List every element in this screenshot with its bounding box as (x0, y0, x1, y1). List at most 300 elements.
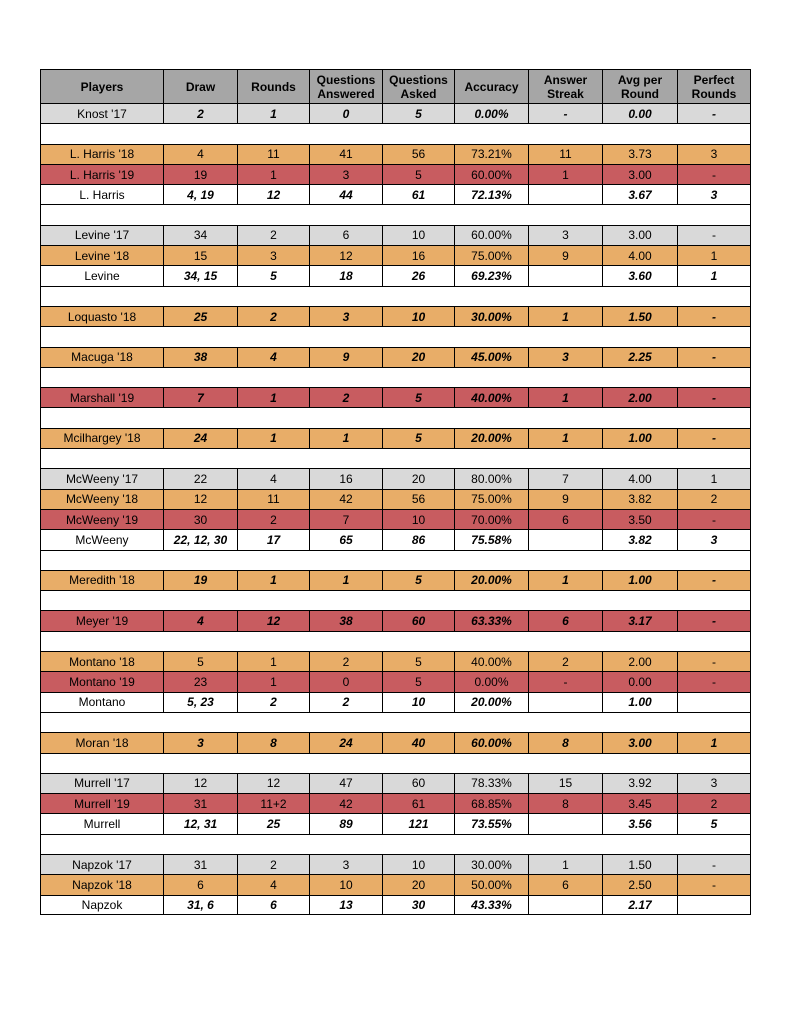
player-cell: L. Harris (40, 184, 163, 204)
stat-cell (677, 448, 751, 468)
player-cell (40, 123, 163, 143)
stat-cell: 2 (237, 509, 309, 529)
stat-cell: 2 (309, 387, 382, 407)
stat-cell: 7 (528, 468, 602, 488)
stat-cell: 11 (528, 144, 602, 164)
stat-cell (309, 590, 382, 610)
stat-cell (677, 286, 751, 306)
stat-cell: 5 (382, 651, 454, 671)
stat-cell: 41 (309, 144, 382, 164)
stat-cell: 1.50 (602, 854, 677, 874)
stat-cell (677, 367, 751, 387)
stat-cell: 60.00% (454, 225, 528, 245)
stat-cell: 86 (382, 529, 454, 549)
spacer-row (40, 367, 751, 387)
stat-cell: 3.82 (602, 489, 677, 509)
stat-cell: 0 (309, 671, 382, 691)
stat-cell: 1.00 (602, 428, 677, 448)
stat-cell: 2 (528, 651, 602, 671)
stat-cell: 4 (237, 468, 309, 488)
stat-cell (677, 590, 751, 610)
stat-cell (677, 753, 751, 773)
stat-cell: 5 (677, 813, 751, 833)
stat-cell: 1.00 (602, 570, 677, 590)
stat-cell (163, 753, 237, 773)
player-cell: Meyer '19 (40, 610, 163, 630)
stat-cell (163, 448, 237, 468)
stat-cell: 5 (382, 387, 454, 407)
stat-cell: 1 (237, 387, 309, 407)
stat-cell: 1 (677, 265, 751, 285)
stat-cell: 3 (677, 184, 751, 204)
stat-cell: 40.00% (454, 651, 528, 671)
stat-cell: 11+2 (237, 793, 309, 813)
stat-cell (602, 204, 677, 224)
table-row (40, 225, 751, 245)
spacer-row (40, 123, 751, 143)
player-cell: Murrell (40, 813, 163, 833)
stat-cell: 3.17 (602, 610, 677, 630)
stat-cell: 47 (309, 773, 382, 793)
table-row (40, 895, 751, 915)
stat-cell: 5 (382, 103, 454, 123)
stat-cell: 44 (309, 184, 382, 204)
stat-cell: 43.33% (454, 895, 528, 915)
stat-cell (237, 550, 309, 570)
stat-cell: 2 (677, 489, 751, 509)
stat-cell (237, 286, 309, 306)
player-cell: Napzok '17 (40, 854, 163, 874)
stat-cell: 38 (309, 610, 382, 630)
stat-cell: 6 (528, 874, 602, 894)
spacer-row (40, 286, 751, 306)
stat-cell (309, 753, 382, 773)
stat-cell: 0.00% (454, 103, 528, 123)
stat-cell: 1 (237, 671, 309, 691)
player-cell: Moran '18 (40, 732, 163, 752)
stat-cell: 7 (309, 509, 382, 529)
table-row (40, 570, 751, 590)
stat-cell (454, 550, 528, 570)
stat-cell (237, 407, 309, 427)
player-cell: Mcilhargey '18 (40, 428, 163, 448)
stat-cell (454, 367, 528, 387)
table-row (40, 245, 751, 265)
stat-cell (454, 286, 528, 306)
stat-cell: 1 (528, 387, 602, 407)
stat-cell (309, 286, 382, 306)
table-row (40, 265, 751, 285)
table-row (40, 306, 751, 326)
stat-cell: 60 (382, 773, 454, 793)
table-row (40, 813, 751, 833)
stat-cell: 38 (163, 347, 237, 367)
stat-cell: 69.23% (454, 265, 528, 285)
player-cell: McWeeny '18 (40, 489, 163, 509)
stat-cell: 20.00% (454, 570, 528, 590)
player-cell (40, 286, 163, 306)
table-row (40, 509, 751, 529)
stat-cell: 2 (163, 103, 237, 123)
stat-cell: 3.50 (602, 509, 677, 529)
stat-cell (163, 286, 237, 306)
stat-cell (382, 590, 454, 610)
stat-cell (454, 326, 528, 346)
stat-cell (602, 326, 677, 346)
stat-cell: 7 (163, 387, 237, 407)
column-header: Answer Streak (528, 69, 602, 103)
player-cell: L. Harris '18 (40, 144, 163, 164)
stat-cell (677, 326, 751, 346)
stat-cell: 30 (382, 895, 454, 915)
column-header: Draw (163, 69, 237, 103)
stat-cell: 24 (163, 428, 237, 448)
player-cell: Napzok (40, 895, 163, 915)
stat-cell: 25 (163, 306, 237, 326)
table-row (40, 874, 751, 894)
stat-cell (382, 631, 454, 651)
stat-cell: 3.45 (602, 793, 677, 813)
stat-cell (454, 590, 528, 610)
player-cell (40, 631, 163, 651)
table-row (40, 387, 751, 407)
stat-cell: 24 (309, 732, 382, 752)
stat-cell: 5 (382, 164, 454, 184)
stat-cell: 19 (163, 164, 237, 184)
stat-cell: 40 (382, 732, 454, 752)
table-row (40, 428, 751, 448)
table-row (40, 692, 751, 712)
stat-cell (677, 204, 751, 224)
stat-cell: 4, 19 (163, 184, 237, 204)
stat-cell: 5 (382, 570, 454, 590)
stat-cell (528, 448, 602, 468)
stat-cell: 12 (237, 610, 309, 630)
stats-table (40, 69, 751, 915)
stat-cell: 22 (163, 468, 237, 488)
stat-cell: - (677, 103, 751, 123)
stat-cell (528, 753, 602, 773)
table-header-row (40, 69, 751, 103)
player-cell: Meredith '18 (40, 570, 163, 590)
stat-cell: 60.00% (454, 164, 528, 184)
stat-cell: 63.33% (454, 610, 528, 630)
stat-cell: 3.00 (602, 164, 677, 184)
stat-cell (677, 692, 751, 712)
stat-cell: 2.00 (602, 651, 677, 671)
stat-cell (309, 631, 382, 651)
spacer-row (40, 590, 751, 610)
stat-cell (454, 123, 528, 143)
stat-cell: - (528, 671, 602, 691)
stat-cell: 2 (677, 793, 751, 813)
stat-cell (454, 753, 528, 773)
stat-cell (454, 712, 528, 732)
stat-cell (528, 123, 602, 143)
spacer-row (40, 448, 751, 468)
stat-cell: 17 (237, 529, 309, 549)
column-header: Questions Answered (309, 69, 382, 103)
stat-cell: 10 (309, 874, 382, 894)
stat-cell: 9 (528, 489, 602, 509)
stat-cell (309, 712, 382, 732)
stat-cell: 1 (237, 103, 309, 123)
stat-cell: 3.67 (602, 184, 677, 204)
stat-cell (309, 326, 382, 346)
column-header: Avg per Round (602, 69, 677, 103)
stat-cell: 5, 23 (163, 692, 237, 712)
stat-cell: - (677, 671, 751, 691)
table-row (40, 347, 751, 367)
stat-cell: 78.33% (454, 773, 528, 793)
stat-cell: 2.50 (602, 874, 677, 894)
stat-cell: 12 (163, 489, 237, 509)
player-cell: Loquasto '18 (40, 306, 163, 326)
stat-cell (677, 123, 751, 143)
stat-cell: 50.00% (454, 874, 528, 894)
stat-cell: 65 (309, 529, 382, 549)
stat-cell: 42 (309, 489, 382, 509)
stat-cell: 8 (237, 732, 309, 752)
stat-cell (602, 123, 677, 143)
player-cell (40, 753, 163, 773)
stat-cell (677, 407, 751, 427)
stat-cell: 9 (309, 347, 382, 367)
stat-cell: 3 (309, 854, 382, 874)
stat-cell: - (677, 387, 751, 407)
stat-cell (237, 326, 309, 346)
column-header: Questions Asked (382, 69, 454, 103)
stat-cell: - (677, 347, 751, 367)
player-cell: Montano '18 (40, 651, 163, 671)
stat-cell (163, 123, 237, 143)
stat-cell (528, 834, 602, 854)
player-cell (40, 834, 163, 854)
player-cell: Marshall '19 (40, 387, 163, 407)
stat-cell: 30.00% (454, 306, 528, 326)
stat-cell: 11 (237, 144, 309, 164)
player-cell (40, 590, 163, 610)
player-cell: Levine (40, 265, 163, 285)
stat-cell: 68.85% (454, 793, 528, 813)
stat-cell: 72.13% (454, 184, 528, 204)
table-row (40, 103, 751, 123)
stat-cell (309, 123, 382, 143)
stat-cell: 1 (528, 164, 602, 184)
stat-cell: 31 (163, 854, 237, 874)
stat-cell: 6 (528, 610, 602, 630)
stat-cell (237, 590, 309, 610)
stat-cell: 20 (382, 347, 454, 367)
stat-cell (602, 448, 677, 468)
player-cell (40, 712, 163, 732)
stat-cell: 2 (237, 306, 309, 326)
table-row (40, 144, 751, 164)
stat-cell: - (677, 874, 751, 894)
stat-cell (382, 204, 454, 224)
player-cell (40, 407, 163, 427)
table-row (40, 184, 751, 204)
player-cell: Montano (40, 692, 163, 712)
stat-cell (602, 631, 677, 651)
stat-cell (528, 529, 602, 549)
stat-cell (309, 204, 382, 224)
stat-cell: 1 (237, 428, 309, 448)
stat-cell: 1 (237, 651, 309, 671)
stat-cell: 20.00% (454, 692, 528, 712)
stat-cell (382, 712, 454, 732)
stat-cell: 80.00% (454, 468, 528, 488)
stat-cell: - (677, 225, 751, 245)
stat-cell: 56 (382, 489, 454, 509)
stat-cell (454, 834, 528, 854)
stat-cell: 1 (677, 245, 751, 265)
stat-cell (602, 286, 677, 306)
stat-cell: 2.00 (602, 387, 677, 407)
stat-cell (163, 834, 237, 854)
stat-cell: 11 (237, 489, 309, 509)
table-row (40, 732, 751, 752)
stat-cell (163, 631, 237, 651)
stat-cell: 5 (382, 671, 454, 691)
stat-cell: 13 (309, 895, 382, 915)
stat-cell: 1.00 (602, 692, 677, 712)
stat-cell: 19 (163, 570, 237, 590)
stat-cell (602, 712, 677, 732)
player-cell (40, 550, 163, 570)
stat-cell (454, 204, 528, 224)
player-cell (40, 448, 163, 468)
stat-cell (454, 631, 528, 651)
stat-cell: 15 (528, 773, 602, 793)
stat-cell (677, 550, 751, 570)
stat-cell (677, 895, 751, 915)
player-cell: Murrell '19 (40, 793, 163, 813)
table-row (40, 651, 751, 671)
stat-cell (602, 753, 677, 773)
stat-cell: 2 (309, 651, 382, 671)
table-row (40, 671, 751, 691)
stat-cell: 10 (382, 306, 454, 326)
stat-cell: 0.00% (454, 671, 528, 691)
table-row (40, 489, 751, 509)
stat-cell: 2 (309, 692, 382, 712)
stat-cell: 5 (382, 428, 454, 448)
stat-cell: 3.92 (602, 773, 677, 793)
stat-cell (237, 367, 309, 387)
stat-cell: 3.56 (602, 813, 677, 833)
stat-cell (309, 407, 382, 427)
spacer-row (40, 550, 751, 570)
stat-cell: - (677, 164, 751, 184)
stat-cell: 9 (528, 245, 602, 265)
stat-cell (528, 204, 602, 224)
player-cell: Murrell '17 (40, 773, 163, 793)
stat-cell: 3.73 (602, 144, 677, 164)
stat-cell: 0.00 (602, 671, 677, 691)
table-row (40, 773, 751, 793)
stat-cell (382, 123, 454, 143)
player-cell: Levine '17 (40, 225, 163, 245)
stat-cell (237, 631, 309, 651)
stat-cell: 4 (163, 144, 237, 164)
table-row (40, 854, 751, 874)
stat-cell: 26 (382, 265, 454, 285)
stat-cell: 2.17 (602, 895, 677, 915)
stat-cell: 18 (309, 265, 382, 285)
stat-cell: 5 (163, 651, 237, 671)
stat-cell: 3.60 (602, 265, 677, 285)
stat-cell (528, 895, 602, 915)
stat-cell: 12 (163, 773, 237, 793)
stat-cell (602, 407, 677, 427)
player-cell: Levine '18 (40, 245, 163, 265)
stat-cell: - (677, 854, 751, 874)
stat-cell (528, 286, 602, 306)
stat-cell: 12, 31 (163, 813, 237, 833)
player-cell: McWeeny (40, 529, 163, 549)
stat-cell (528, 692, 602, 712)
stat-cell: 23 (163, 671, 237, 691)
stat-cell: 1 (677, 468, 751, 488)
stat-cell: 2 (237, 225, 309, 245)
stat-cell (237, 448, 309, 468)
stat-cell (677, 712, 751, 732)
stat-cell (528, 590, 602, 610)
stat-cell (528, 367, 602, 387)
player-cell: Macuga '18 (40, 347, 163, 367)
stat-cell (163, 204, 237, 224)
stat-cell: 8 (528, 793, 602, 813)
stat-cell: 8 (528, 732, 602, 752)
stat-cell (382, 550, 454, 570)
stat-cell (602, 550, 677, 570)
stat-cell: 45.00% (454, 347, 528, 367)
stat-cell: 1.50 (602, 306, 677, 326)
stat-cell: 1 (309, 428, 382, 448)
stat-cell: 1 (528, 854, 602, 874)
stat-cell: 2 (237, 692, 309, 712)
stat-cell: 31 (163, 793, 237, 813)
stat-cell (528, 813, 602, 833)
stat-cell: 4.00 (602, 468, 677, 488)
stat-cell: 16 (382, 245, 454, 265)
player-cell (40, 367, 163, 387)
spacer-row (40, 712, 751, 732)
stat-cell: 4 (237, 874, 309, 894)
stat-cell: 10 (382, 225, 454, 245)
stat-cell (163, 407, 237, 427)
stat-cell: - (677, 570, 751, 590)
stat-cell (309, 550, 382, 570)
spacer-row (40, 407, 751, 427)
stat-cell: 3 (677, 144, 751, 164)
stat-cell (602, 834, 677, 854)
stat-cell (237, 123, 309, 143)
player-cell: McWeeny '19 (40, 509, 163, 529)
stat-cell (237, 204, 309, 224)
stat-cell: 3 (528, 225, 602, 245)
stat-cell: - (677, 610, 751, 630)
stat-cell (382, 286, 454, 306)
stat-cell: 3 (309, 306, 382, 326)
spacer-row (40, 204, 751, 224)
stat-cell: 75.00% (454, 245, 528, 265)
stat-cell: 75.00% (454, 489, 528, 509)
stat-cell: 12 (309, 245, 382, 265)
stat-cell: 6 (528, 509, 602, 529)
stat-cell: 3.82 (602, 529, 677, 549)
